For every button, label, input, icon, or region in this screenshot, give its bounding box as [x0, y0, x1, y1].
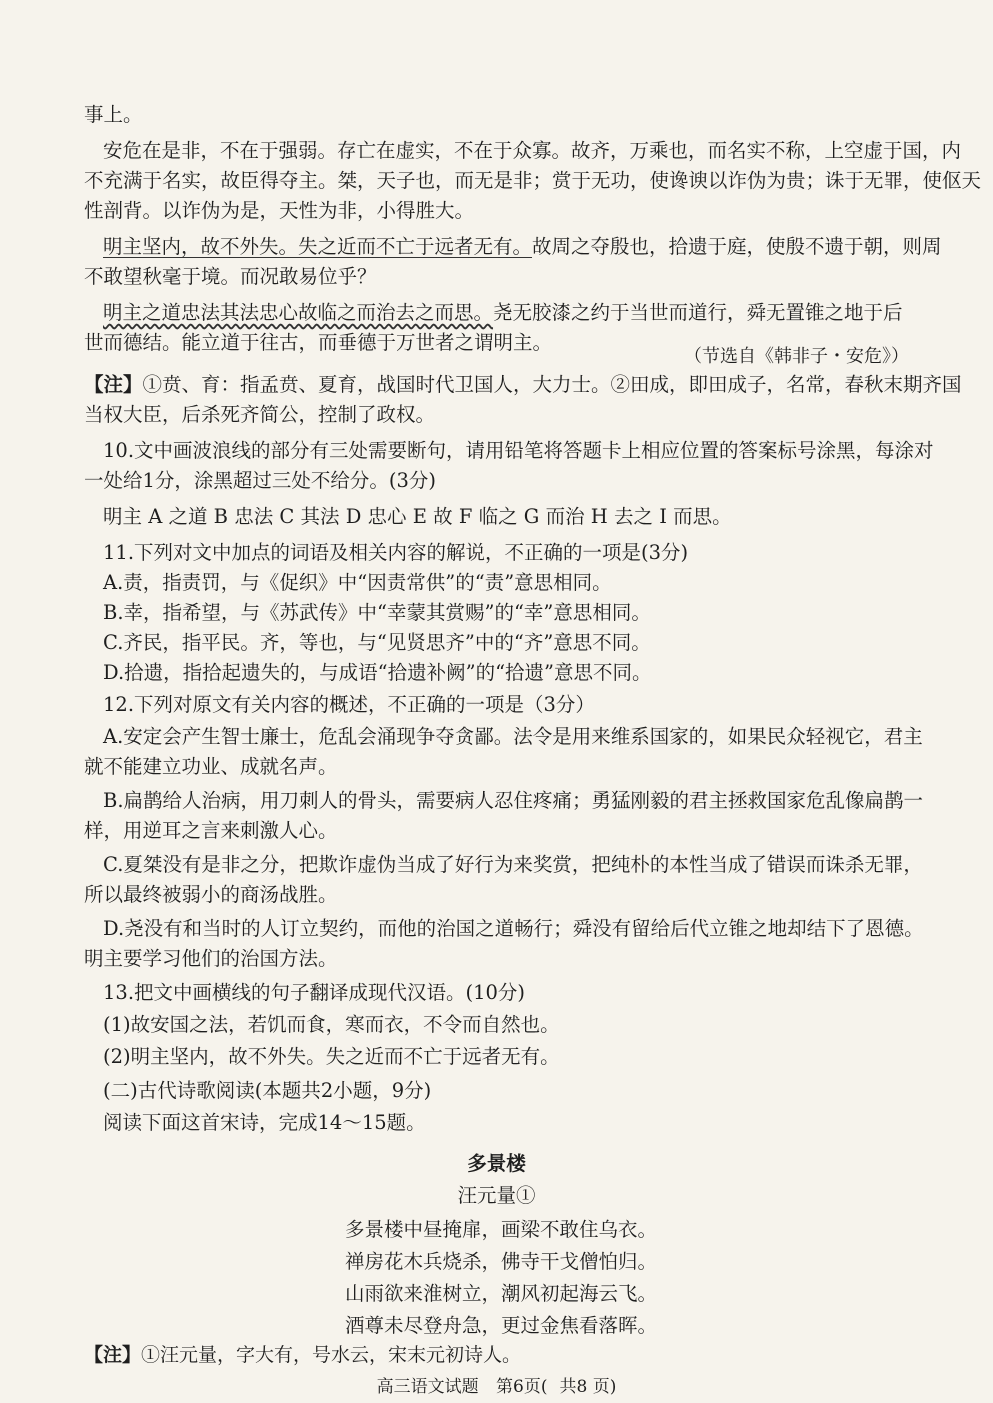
- question-13: 13.把文中画横线的句子翻译成现代汉语。(10分): [103, 981, 526, 1004]
- poem-note: [84, 1340, 521, 1367]
- footer-subject: 高三语文试题: [376, 1377, 479, 1397]
- footer-total: 共8 页): [559, 1377, 617, 1397]
- note-text: ①贲、育：指孟贲、夏育，战国时代卫国人，大力士。②田成，即田成子，名常，春秋末期齐国: [142, 373, 962, 396]
- option-c: C.夏桀没有是非之分，把欺诈虚伪当成了好行为来奖赏，把纯朴的本性当成了错误而诛杀无罪，: [103, 853, 923, 876]
- option-a: A.责，指责罚，与《促织》中“因责常供”的“责”意思相同。: [103, 571, 612, 594]
- wavy-underlined-sentence: 明主之道忠法其法忠心故临之而治去之而思。: [103, 301, 494, 324]
- text-span: 故周之夺殷也，拾遗于庭，使殷不遗于朝，则周: [532, 235, 942, 258]
- option-c: C.齐民，指平民。齐，等也，与“见贤思齐”中的“齐”意思不同。: [103, 631, 651, 654]
- question-10: 一处给1分，涂黑超过三处不给分。(3分): [84, 469, 437, 492]
- option-a: 就不能建立功业、成就名声。: [84, 755, 338, 778]
- text-line: 安危在是非，不在于强弱。存亡在虚实，不在于众寡。故齐，万乘也，而名实不称，上空虚于国，内: [103, 139, 962, 162]
- option-a: A.安定会产生智士廉士，危乱会涌现争夺贪鄙。法令是用来维系国家的，如果民众轻视它，君主: [103, 725, 923, 748]
- question-11: 11.下列对文中加点的词语及相关内容的解说，不正确的一项是(3分): [103, 541, 689, 564]
- question-12: 12.下列对原文有关内容的概述，不正确的一项是（3分）: [103, 693, 595, 716]
- question-10: 10.文中画波浪线的部分有三处需要断句，请用铅笔将答题卡上相应位置的答案标号涂黑，每涂对: [103, 439, 934, 462]
- question-10-options: 明主 A 之道 B 忠法 C 其法 D 忠心 E 故 F 临之 G 而治 H 去之 I 而思。: [103, 505, 732, 528]
- text-line: 性剖背。以诈伪为是，天性为非，小得胜大。: [84, 199, 475, 222]
- text-line: 事上。: [84, 103, 143, 126]
- text-line: 世而德结。能立道于往古，而垂德于万世者之谓明主。: [84, 331, 553, 354]
- text-line: 不充满于名实，故臣得夺主。桀，天子也，而无是非；赏于无功，使谗谀以诈伪为贵；诛于无罪，使伛天: [84, 169, 982, 192]
- question-13-item: (1)故安国之法，若饥而食，寒而衣，不令而自然也。: [103, 1013, 560, 1036]
- option-d: 明主要学习他们的治国方法。: [84, 947, 338, 970]
- note-label: 【注】: [84, 1344, 142, 1366]
- text-line: 不敢望秋毫于境。而况敢易位乎？: [84, 265, 377, 288]
- note-label: 【注】: [84, 373, 143, 396]
- source-citation: （节选自《韩非子・安危》）: [684, 346, 909, 367]
- poem-title: 多景楼: [467, 1152, 526, 1175]
- note-line: [84, 370, 962, 400]
- option-d: D.拾遗，指拾起遗失的，与成语“拾遗补阙”的“拾遗”意思不同。: [103, 661, 652, 684]
- option-b: B.幸，指希望，与《苏武传》中“幸蒙其赏赐”的“幸”意思相同。: [103, 601, 651, 624]
- option-b: B.扁鹊给人治病，用刀刺人的骨头，需要病人忍住疼痛；勇猛刚毅的君主拯救国家危乱像扁鹊一: [103, 789, 924, 812]
- poem-line: 多景楼中昼掩扉，画梁不敢住乌衣。: [345, 1218, 658, 1241]
- text-span: 尧无胶漆之约于当世而道行，舜无置锥之地于后: [493, 301, 903, 324]
- poem-line: 山雨欲来淮树立，潮风初起海云飞。: [345, 1282, 658, 1305]
- page-footer: [0, 1372, 993, 1397]
- underlined-sentence: 明主坚内，故不外失。失之近而不亡于远者无有。: [103, 235, 533, 258]
- poem-author: 汪元量①: [457, 1184, 536, 1207]
- section-instruction: 阅读下面这首宋诗，完成14～15题。: [103, 1111, 426, 1134]
- poem-line: 酒尊未尽登舟急，更过金焦看落晖。: [345, 1314, 658, 1337]
- option-c: 所以最终被弱小的商汤战胜。: [84, 883, 338, 906]
- poem-line: 禅房花木兵烧杀，佛寺干戈僧怕归。: [345, 1250, 658, 1273]
- footer-page: 第6页(: [496, 1377, 548, 1397]
- option-d: D.尧没有和当时的人订立契约，而他的治国之道畅行；舜没有留给后代立锥之地却结下了恩德。: [103, 917, 924, 940]
- text-line: [84, 232, 942, 262]
- note-text: ①汪元量，字大有，号水云，宋末元初诗人。: [141, 1344, 522, 1366]
- option-b: 样，用逆耳之言来刺激人心。: [84, 819, 338, 842]
- text-line: [84, 298, 914, 328]
- section-heading: (二)古代诗歌阅读(本题共2小题，9分): [103, 1079, 432, 1102]
- question-13-item: (2)明主坚内，故不外失。失之近而不亡于远者无有。: [103, 1045, 560, 1068]
- note-line: 当权大臣，后杀死齐简公，控制了政权。: [84, 403, 436, 426]
